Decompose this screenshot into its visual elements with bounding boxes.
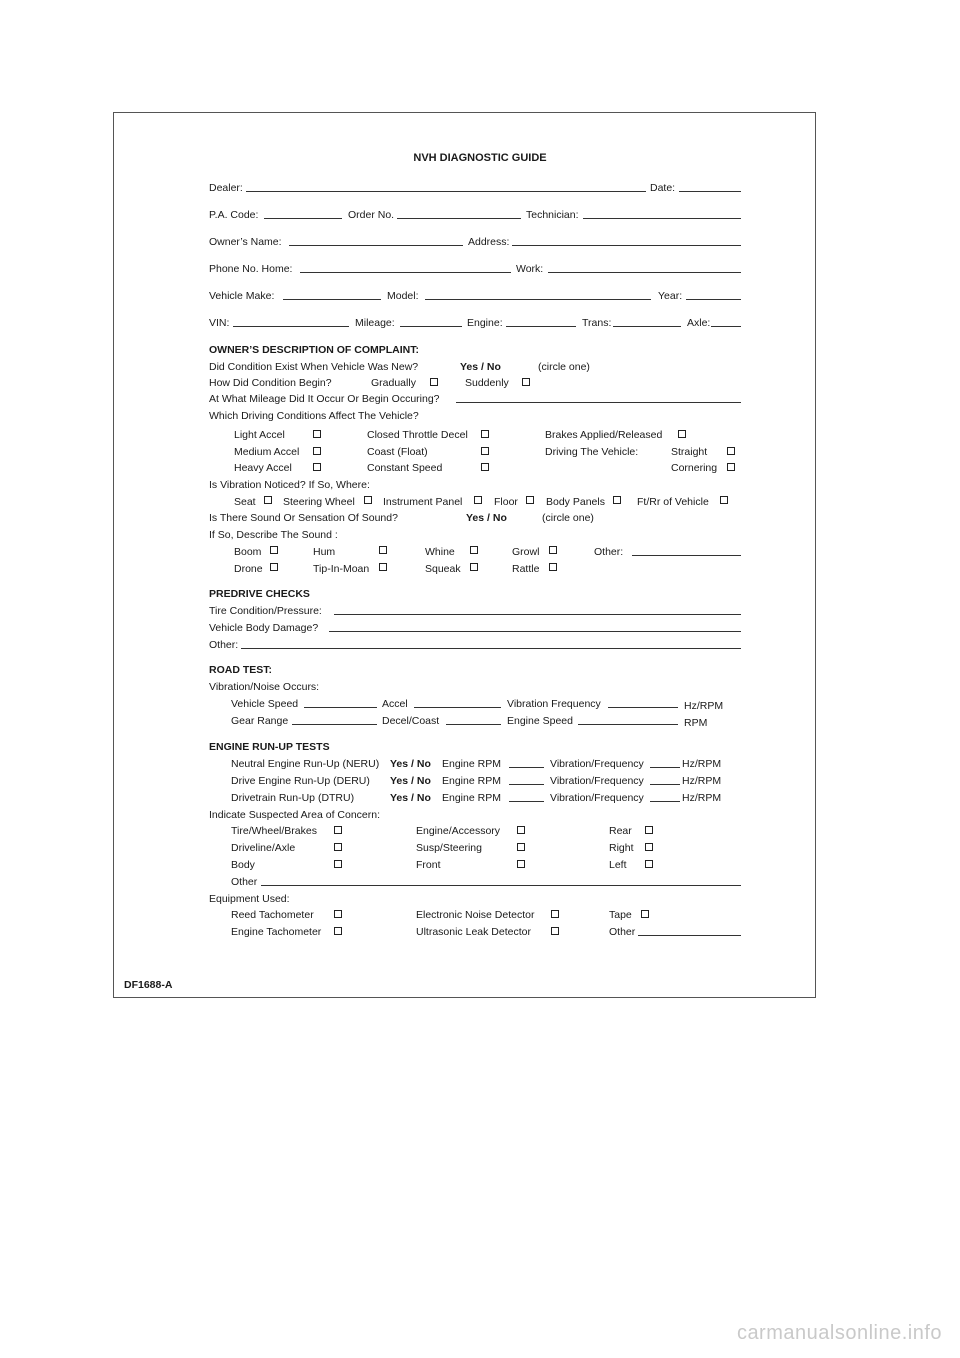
rpm-unit: RPM — [684, 717, 708, 729]
deru-engine-rpm-field[interactable] — [509, 784, 544, 785]
address-label: Address: — [468, 236, 510, 248]
q-driving-conditions: Which Driving Conditions Affect The Vehicle? — [209, 410, 419, 422]
light-accel-checkbox[interactable] — [313, 430, 321, 438]
reed-tach-label: Reed Tachometer — [231, 909, 314, 921]
equipment-heading: Equipment Used: — [209, 893, 290, 905]
q-describe-sound: If So, Describe The Sound : — [209, 529, 338, 541]
front-checkbox[interactable] — [517, 860, 525, 868]
concern-other-label: Other — [231, 876, 258, 888]
year-label: Year: — [658, 290, 683, 302]
deru-hz-rpm-unit: Hz/RPM — [682, 775, 722, 787]
seat-label: Seat — [234, 496, 256, 508]
accel-field[interactable] — [414, 707, 501, 708]
deru-vib-freq-field[interactable] — [650, 784, 680, 785]
deru-vib-freq-label: Vibration/Frequency — [550, 775, 644, 787]
rattle-label: Rattle — [512, 563, 540, 575]
rear-label: Rear — [609, 825, 632, 837]
sound-other-field[interactable] — [632, 555, 741, 556]
dtru-vib-freq-field[interactable] — [650, 801, 680, 802]
tape-checkbox[interactable] — [641, 910, 649, 918]
vibration-frequency-field[interactable] — [608, 707, 678, 708]
suddenly-checkbox[interactable] — [522, 378, 530, 386]
q-condition-begin: How Did Condition Begin? — [209, 377, 332, 389]
predrive-other-field[interactable] — [241, 648, 741, 649]
technician-label: Technician: — [526, 209, 579, 221]
steering-wheel-label: Steering Wheel — [283, 496, 355, 508]
site-watermark: carmanualsonline.info — [736, 1322, 942, 1344]
predrive-heading: PREDRIVE CHECKS — [209, 588, 310, 600]
concern-heading: Indicate Suspected Area of Concern: — [209, 809, 381, 821]
floor-label: Floor — [494, 496, 518, 508]
seat-checkbox[interactable] — [264, 496, 272, 504]
date-label: Date: — [650, 182, 676, 194]
body-checkbox[interactable] — [334, 860, 342, 868]
work-label: Work: — [516, 263, 544, 275]
vehicle-speed-label: Vehicle Speed — [231, 698, 299, 710]
gradually-label: Gradually — [371, 377, 416, 389]
light-accel-label: Light Accel — [234, 429, 285, 441]
rattle-checkbox[interactable] — [549, 563, 557, 571]
boom-label: Boom — [234, 546, 262, 558]
medium-accel-label: Medium Accel — [234, 446, 300, 458]
driveline-label: Driveline/Axle — [231, 842, 296, 854]
constant-speed-checkbox[interactable] — [481, 463, 489, 471]
vin-field[interactable] — [233, 326, 349, 327]
neru-vib-freq-label: Vibration/Frequency — [550, 758, 644, 770]
driveline-checkbox[interactable] — [334, 843, 342, 851]
decel-coast-field[interactable] — [446, 724, 501, 725]
dtru-label: Drivetrain Run-Up (DTRU) — [231, 792, 355, 804]
neru-vib-freq-field[interactable] — [650, 767, 680, 768]
trans-field[interactable] — [613, 326, 681, 327]
engine-tach-label: Engine Tachometer — [231, 926, 322, 938]
circle-one-note: (circle one) — [538, 361, 590, 373]
squeak-label: Squeak — [425, 563, 461, 575]
straight-label: Straight — [671, 446, 708, 458]
road-test-heading: ROAD TEST: — [209, 664, 272, 676]
left-checkbox[interactable] — [645, 860, 653, 868]
susp-steering-label: Susp/Steering — [416, 842, 482, 854]
squeak-checkbox[interactable] — [470, 563, 478, 571]
neru-engine-rpm-label: Engine RPM — [442, 758, 501, 770]
driving-vehicle-label: Driving The Vehicle: — [545, 446, 639, 458]
suddenly-label: Suddenly — [465, 377, 509, 389]
dtru-engine-rpm-label: Engine RPM — [442, 792, 501, 804]
boom-checkbox[interactable] — [270, 546, 278, 554]
date-field[interactable] — [679, 191, 741, 192]
instrument-panel-checkbox[interactable] — [474, 496, 482, 504]
order-no-field[interactable] — [397, 218, 521, 219]
engine-tach-checkbox[interactable] — [334, 927, 342, 935]
pa-code-field[interactable] — [264, 218, 342, 219]
deru-label: Drive Engine Run-Up (DERU) — [231, 775, 370, 787]
form-title: NVH DIAGNOSTIC GUIDE — [413, 152, 547, 164]
growl-checkbox[interactable] — [549, 546, 557, 554]
address-field[interactable] — [512, 245, 741, 246]
owners-name-field[interactable] — [289, 245, 463, 246]
vibration-occurs-label: Vibration/Noise Occurs: — [209, 681, 320, 693]
neru-engine-rpm-field[interactable] — [509, 767, 544, 768]
equipment-other-field[interactable] — [638, 935, 741, 936]
instrument-panel-label: Instrument Panel — [383, 496, 463, 508]
neru-yes-no[interactable]: Yes / No — [390, 758, 431, 770]
coast-float-label: Coast (Float) — [367, 446, 428, 458]
vehicle-speed-field[interactable] — [304, 707, 377, 708]
complaint-heading: OWNER’S DESCRIPTION OF COMPLAINT: — [209, 344, 419, 356]
engine-label: Engine: — [467, 317, 503, 329]
neru-label: Neutral Engine Run-Up (NERU) — [231, 758, 380, 770]
q-sound: Is There Sound Or Sensation Of Sound? — [209, 512, 398, 524]
growl-label: Growl — [512, 546, 540, 558]
body-label: Body — [231, 859, 255, 871]
model-label: Model: — [387, 290, 419, 302]
vehicle-make-field[interactable] — [283, 299, 381, 300]
floor-checkbox[interactable] — [526, 496, 534, 504]
electronic-noise-label: Electronic Noise Detector — [416, 909, 535, 921]
susp-steering-checkbox[interactable] — [517, 843, 525, 851]
hum-label: Hum — [313, 546, 336, 558]
brakes-applied-label: Brakes Applied/Released — [545, 429, 663, 441]
model-field[interactable] — [425, 299, 651, 300]
order-no-label: Order No. — [348, 209, 395, 221]
closed-throttle-label: Closed Throttle Decel — [367, 429, 468, 441]
gear-range-field[interactable] — [292, 724, 377, 725]
coast-float-checkbox[interactable] — [481, 447, 489, 455]
drone-checkbox[interactable] — [270, 563, 278, 571]
hum-checkbox[interactable] — [379, 546, 387, 554]
engine-accessory-checkbox[interactable] — [517, 826, 525, 834]
dealer-field[interactable] — [246, 191, 646, 192]
body-panels-checkbox[interactable] — [613, 496, 621, 504]
tape-label: Tape — [609, 909, 632, 921]
medium-accel-checkbox[interactable] — [313, 447, 321, 455]
body-panels-label: Body Panels — [546, 496, 605, 508]
right-label: Right — [609, 842, 634, 854]
equipment-other-label: Other — [609, 926, 636, 938]
technician-field[interactable] — [583, 218, 741, 219]
heavy-accel-label: Heavy Accel — [234, 462, 292, 474]
steering-wheel-checkbox[interactable] — [364, 496, 372, 504]
predrive-other-label: Other: — [209, 639, 239, 651]
trans-label: Trans: — [582, 317, 612, 329]
ft-rr-checkbox[interactable] — [720, 496, 728, 504]
deru-engine-rpm-label: Engine RPM — [442, 775, 501, 787]
drone-label: Drone — [234, 563, 263, 575]
year-field[interactable] — [686, 299, 741, 300]
axle-label: Axle: — [687, 317, 711, 329]
figure-id: DF1688-A — [124, 979, 173, 991]
tire-wheel-label: Tire/Wheel/Brakes — [231, 825, 317, 837]
yes-no-sound[interactable]: Yes / No — [466, 512, 507, 524]
neru-hz-rpm-unit: Hz/RPM — [682, 758, 722, 770]
mileage-occur-field[interactable] — [456, 402, 741, 403]
q-vibration: Is Vibration Noticed? If So, Where: — [209, 479, 370, 491]
pa-code-label: P.A. Code: — [209, 209, 259, 221]
phone-home-field[interactable] — [300, 272, 511, 273]
tire-condition-label: Tire Condition/Pressure: — [209, 605, 322, 617]
mileage-field[interactable] — [400, 326, 462, 327]
circle-one-sound-note: (circle one) — [542, 512, 594, 524]
whine-label: Whine — [425, 546, 455, 558]
vibration-frequency-label: Vibration Frequency — [507, 698, 601, 710]
mileage-label: Mileage: — [355, 317, 395, 329]
dtru-vib-freq-label: Vibration/Frequency — [550, 792, 644, 804]
body-damage-label: Vehicle Body Damage? — [209, 622, 319, 634]
body-damage-field[interactable] — [329, 631, 741, 632]
ultrasonic-label: Ultrasonic Leak Detector — [416, 926, 531, 938]
rear-checkbox[interactable] — [645, 826, 653, 834]
engine-accessory-label: Engine/Accessory — [416, 825, 501, 837]
engine-field[interactable] — [506, 326, 576, 327]
tip-in-moan-label: Tip-In-Moan — [313, 563, 370, 575]
constant-speed-label: Constant Speed — [367, 462, 443, 474]
sound-other-label: Other: — [594, 546, 624, 558]
phone-home-label: Phone No. Home: — [209, 263, 293, 275]
yes-no-new[interactable]: Yes / No — [460, 361, 501, 373]
engine-speed-label: Engine Speed — [507, 715, 573, 727]
accel-label: Accel — [382, 698, 408, 710]
dtru-yes-no[interactable]: Yes / No — [390, 792, 431, 804]
right-checkbox[interactable] — [645, 843, 653, 851]
deru-yes-no[interactable]: Yes / No — [390, 775, 431, 787]
gradually-checkbox[interactable] — [430, 378, 438, 386]
left-label: Left — [609, 859, 627, 871]
tire-wheel-checkbox[interactable] — [334, 826, 342, 834]
cornering-checkbox[interactable] — [727, 463, 735, 471]
straight-checkbox[interactable] — [727, 447, 735, 455]
whine-checkbox[interactable] — [470, 546, 478, 554]
concern-other-field[interactable] — [261, 885, 741, 886]
tire-condition-field[interactable] — [334, 614, 741, 615]
decel-coast-label: Decel/Coast — [382, 715, 440, 727]
ultrasonic-checkbox[interactable] — [551, 927, 559, 935]
q-condition-new: Did Condition Exist When Vehicle Was New? — [209, 361, 419, 373]
closed-throttle-checkbox[interactable] — [481, 430, 489, 438]
q-mileage: At What Mileage Did It Occur Or Begin Occuring? — [209, 393, 440, 405]
engine-speed-field[interactable] — [578, 724, 678, 725]
work-field[interactable] — [548, 272, 741, 273]
ft-rr-label: Ft/Rr of Vehicle — [637, 496, 709, 508]
reed-tach-checkbox[interactable] — [334, 910, 342, 918]
vin-label: VIN: — [209, 317, 230, 329]
dealer-label: Dealer: — [209, 182, 243, 194]
dtru-hz-rpm-unit: Hz/RPM — [682, 792, 722, 804]
electronic-noise-checkbox[interactable] — [551, 910, 559, 918]
tip-in-moan-checkbox[interactable] — [379, 563, 387, 571]
front-label: Front — [416, 859, 441, 871]
brakes-applied-checkbox[interactable] — [678, 430, 686, 438]
hz-rpm-unit: Hz/RPM — [684, 700, 724, 712]
heavy-accel-checkbox[interactable] — [313, 463, 321, 471]
vehicle-make-label: Vehicle Make: — [209, 290, 275, 302]
cornering-label: Cornering — [671, 462, 718, 474]
axle-field[interactable] — [711, 326, 741, 327]
dtru-engine-rpm-field[interactable] — [509, 801, 544, 802]
gear-range-label: Gear Range — [231, 715, 289, 727]
owners-name-label: Owner’s Name: — [209, 236, 282, 248]
run-up-heading: ENGINE RUN-UP TESTS — [209, 741, 330, 753]
